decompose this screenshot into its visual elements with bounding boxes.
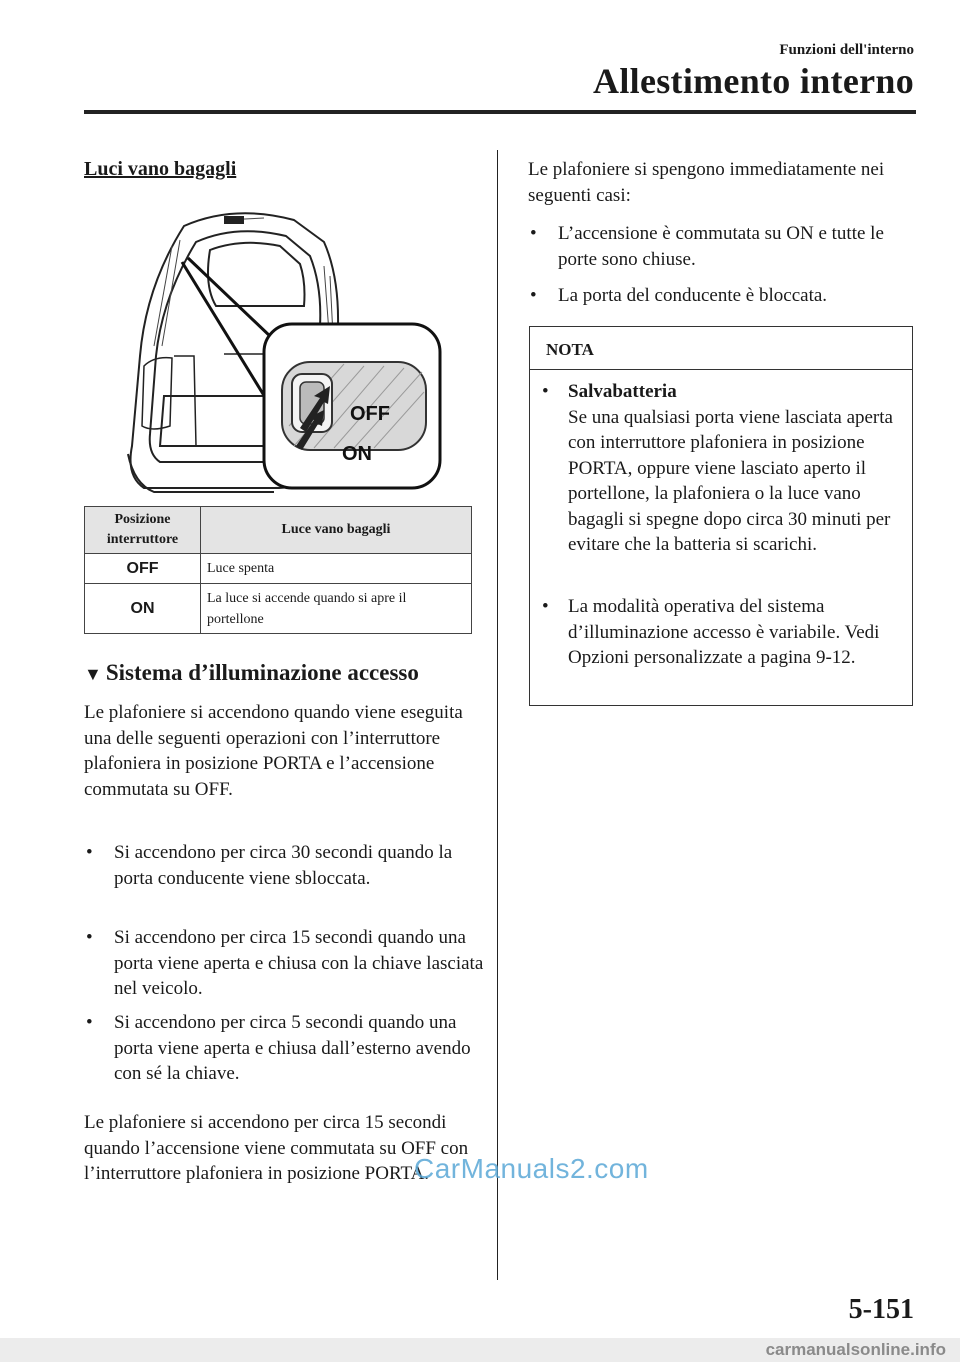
note-item-text: La modalità operativa del sistema d’illuminazione accesso è variabile. Vedi Opzioni personalizzate a pagina 9-12. (568, 596, 880, 668)
list-item (528, 283, 918, 309)
illus-off-label: OFF (350, 403, 390, 425)
note-item (542, 379, 902, 558)
note-box (529, 326, 913, 706)
list-item (84, 840, 494, 891)
table-cell-key: ON (85, 584, 201, 634)
triangle-down-icon: ▼ (84, 664, 102, 684)
paragraph-second: Le plafoniere si accendono per circa 15 secondi quando l’accensione viene commutata su OFF con l’interruttore plafoniera in posizione PORTA. (84, 1112, 469, 1184)
table-cell-value: Luce spenta (201, 554, 472, 584)
table-row (85, 584, 472, 634)
note-header (530, 327, 912, 370)
header-section: Funzioni dell'interno (779, 42, 914, 58)
note-item-body (568, 379, 902, 558)
table-head-position: Posizione interruttore (85, 507, 201, 554)
table-header-row (85, 507, 472, 554)
bullet-icon: • (86, 842, 93, 863)
note-item-text: Se una qualsiasi porta viene lasciata aperta con interruttore plafoniera in posizione PORTA, oppure viene lasciato aperto il portellone, la plafoniera o la luce vano bagagli si spegne dopo circa 30 minuti per evitare che la batteria si scarichi. (568, 406, 893, 555)
bullet-icon: • (530, 223, 537, 244)
note-item-title: Salvabatteria (568, 381, 677, 402)
table-cell-value: La luce si accende quando si apre il portellone (201, 584, 472, 634)
list-item-text: Si accendono per circa 5 secondi quando una porta viene aperta e chiusa dall’esterno avendo con sé la chiave. (114, 1012, 471, 1084)
table-cell-key: OFF (85, 554, 201, 584)
list-item-text: La porta del conducente è bloccata. (558, 285, 828, 306)
note-item (542, 594, 902, 671)
section-title-luci: Luci vano bagagli (84, 158, 237, 180)
page-number: 5-151 (848, 1294, 914, 1325)
paragraph-intro: Le plafoniere si accendono quando viene eseguita una delle seguenti operazioni con l’interruttore plafoniera in posizione PORTA e l’accensione commutata su OFF. (84, 702, 463, 800)
table-head-light: Luce vano bagagli (201, 507, 472, 554)
luggage-light-illustration (124, 206, 444, 494)
bullet-icon: • (542, 596, 549, 617)
header-rule (84, 110, 916, 114)
column-divider (497, 150, 498, 1280)
page-title: Allestimento interno (593, 61, 914, 101)
section-heading-text: Sistema d’illuminazione accesso (105, 660, 419, 685)
table-row (85, 554, 472, 584)
bullet-icon: • (86, 1012, 93, 1033)
list-item (84, 1010, 494, 1087)
list-item-text: L’accensione è commutata su ON e tutte le porte sono chiuse. (558, 223, 884, 270)
paragraph-spegnimento: Le plafoniere si spengono immediatamente nei seguenti casi: (528, 159, 885, 206)
illus-on-label: ON (342, 443, 372, 465)
bullet-icon: • (530, 285, 537, 306)
watermark: CarManuals2.com (414, 1153, 649, 1184)
note-title: NOTA (546, 340, 594, 359)
list-item-text: Si accendono per circa 15 secondi quando una porta viene aperta e chiusa con la chiave lasciata nel veicolo. (114, 927, 484, 999)
bullet-icon: • (542, 381, 549, 402)
list-item (528, 221, 918, 272)
switch-position-table (84, 506, 472, 634)
footer-link[interactable]: carmanualsonline.info (765, 1340, 946, 1359)
list-item (84, 925, 494, 1002)
section-heading-sistema (84, 660, 419, 686)
bullet-icon: • (86, 927, 93, 948)
list-item-text: Si accendono per circa 30 secondi quando la porta conducente viene sbloccata. (114, 842, 453, 889)
